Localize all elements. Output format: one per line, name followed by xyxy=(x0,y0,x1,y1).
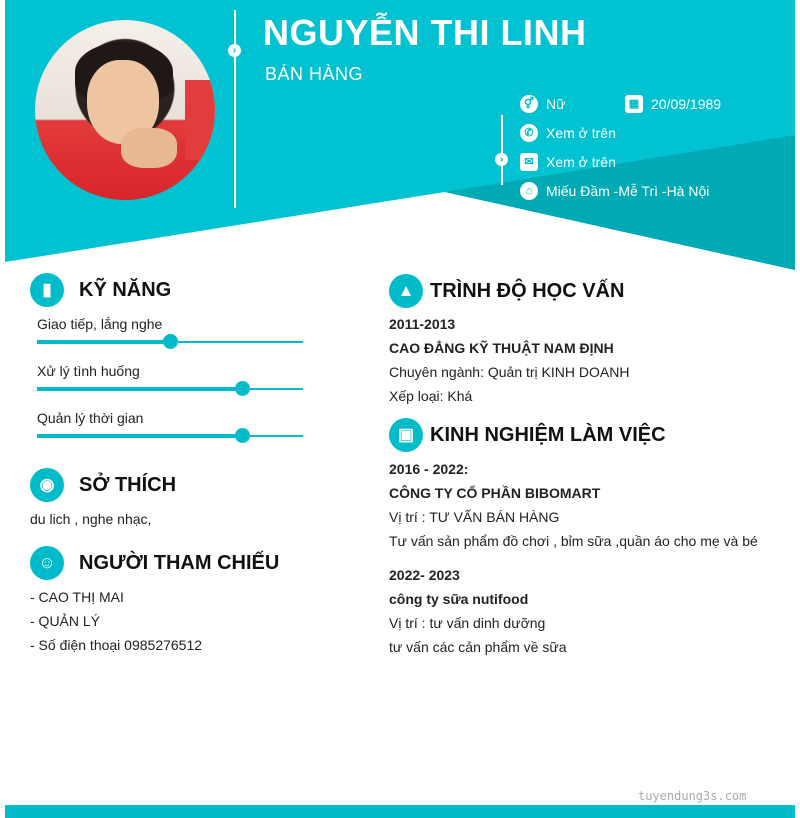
dob-value: 20/09/1989 xyxy=(651,96,722,112)
experience-title-text: KINH NGHIỆM LÀM VIỆC xyxy=(430,423,666,446)
home-icon: ⌂ xyxy=(520,182,538,200)
job-position: Vị trí : TƯ VẤN BÁN HÀNG xyxy=(389,509,560,525)
education-title-text: TRÌNH ĐỘ HỌC VẤN xyxy=(430,279,625,302)
contact-divider xyxy=(501,115,503,185)
experience-title xyxy=(389,418,666,452)
education-school: CAO ĐẲNG KỸ THUẬT NAM ĐỊNH xyxy=(389,340,614,356)
references-title-text: NGƯỜI THAM CHIẾU xyxy=(79,551,280,574)
reference-line: - QUẢN LÝ xyxy=(30,613,101,629)
education-major: Chuyên ngành: Quản trị KINH DOANH xyxy=(389,364,630,380)
watermark: tuyendung3s.com xyxy=(638,789,747,803)
phone-value: Xem ở trên xyxy=(546,125,616,141)
gender-info xyxy=(520,95,565,113)
job-period: 2022- 2023 xyxy=(389,567,460,583)
job-description: tư vấn các cản phẩm về sữa xyxy=(389,639,567,655)
hobbies-title xyxy=(30,468,176,502)
job-company: công ty sữa nutifood xyxy=(389,591,529,607)
graduation-cap-icon: ▲ xyxy=(389,274,423,308)
job-description: Tư vấn sản phẩm đồ chơi , bỉm sữa ,quần áo cho mẹ và bé xyxy=(389,533,758,549)
skill-item xyxy=(37,410,303,437)
job-role: BÁN HÀNG xyxy=(265,64,364,84)
gamepad-icon: ◉ xyxy=(30,468,64,502)
email-value: Xem ở trên xyxy=(546,154,616,170)
calendar-icon: ▦ xyxy=(625,95,643,113)
full-name: NGUYỄN THI LINH xyxy=(263,12,587,53)
user-icon: ☺ xyxy=(30,546,64,580)
skill-bar xyxy=(37,388,303,390)
hobbies-text: du lich , nghe nhạc, xyxy=(30,511,152,527)
skills-title xyxy=(30,273,171,307)
education-rank: Xếp loại: Khá xyxy=(389,388,473,404)
avatar xyxy=(35,20,215,200)
chevron-right-icon: › xyxy=(228,44,241,57)
job-company: CÔNG TY CỔ PHẦN BIBOMART xyxy=(389,485,601,501)
reference-line: - CAO THỊ MAI xyxy=(30,589,124,605)
skill-label: Giao tiếp, lắng nghe xyxy=(37,316,163,332)
header-divider xyxy=(234,10,236,208)
bar-chart-icon: ▮ xyxy=(30,273,64,307)
gender-value: Nữ xyxy=(546,96,566,112)
address-value: Miếu Đầm -Mễ Trì -Hà Nội xyxy=(546,183,710,199)
dob-info xyxy=(625,95,721,113)
gender-icon: ⚥ xyxy=(520,95,538,113)
education-period: 2011-2013 xyxy=(389,316,456,332)
hobbies-title-text: SỞ THÍCH xyxy=(79,473,177,496)
job-position: Vị trí : tư vấn dinh dưỡng xyxy=(389,615,546,631)
phone-info xyxy=(520,124,616,142)
briefcase-icon: ▣ xyxy=(389,418,423,452)
skill-item xyxy=(37,316,303,343)
address-info xyxy=(520,182,709,200)
skill-bar xyxy=(37,435,303,437)
education-title xyxy=(389,274,624,308)
phone-icon: ✆ xyxy=(520,124,538,142)
skill-label: Xử lý tình huống xyxy=(37,363,140,379)
skill-item xyxy=(37,363,303,390)
mail-icon: ✉ xyxy=(520,153,538,171)
references-title xyxy=(30,546,279,580)
chevron-right-icon: › xyxy=(495,153,508,166)
skill-bar xyxy=(37,341,303,343)
reference-line: - Số điện thoại 0985276512 xyxy=(30,637,203,653)
skills-title-text: KỸ NĂNG xyxy=(79,278,172,301)
job-period: 2016 - 2022: xyxy=(389,461,469,477)
email-info xyxy=(520,153,616,171)
skill-label: Quản lý thời gian xyxy=(37,410,144,426)
footer-bar xyxy=(5,805,795,818)
